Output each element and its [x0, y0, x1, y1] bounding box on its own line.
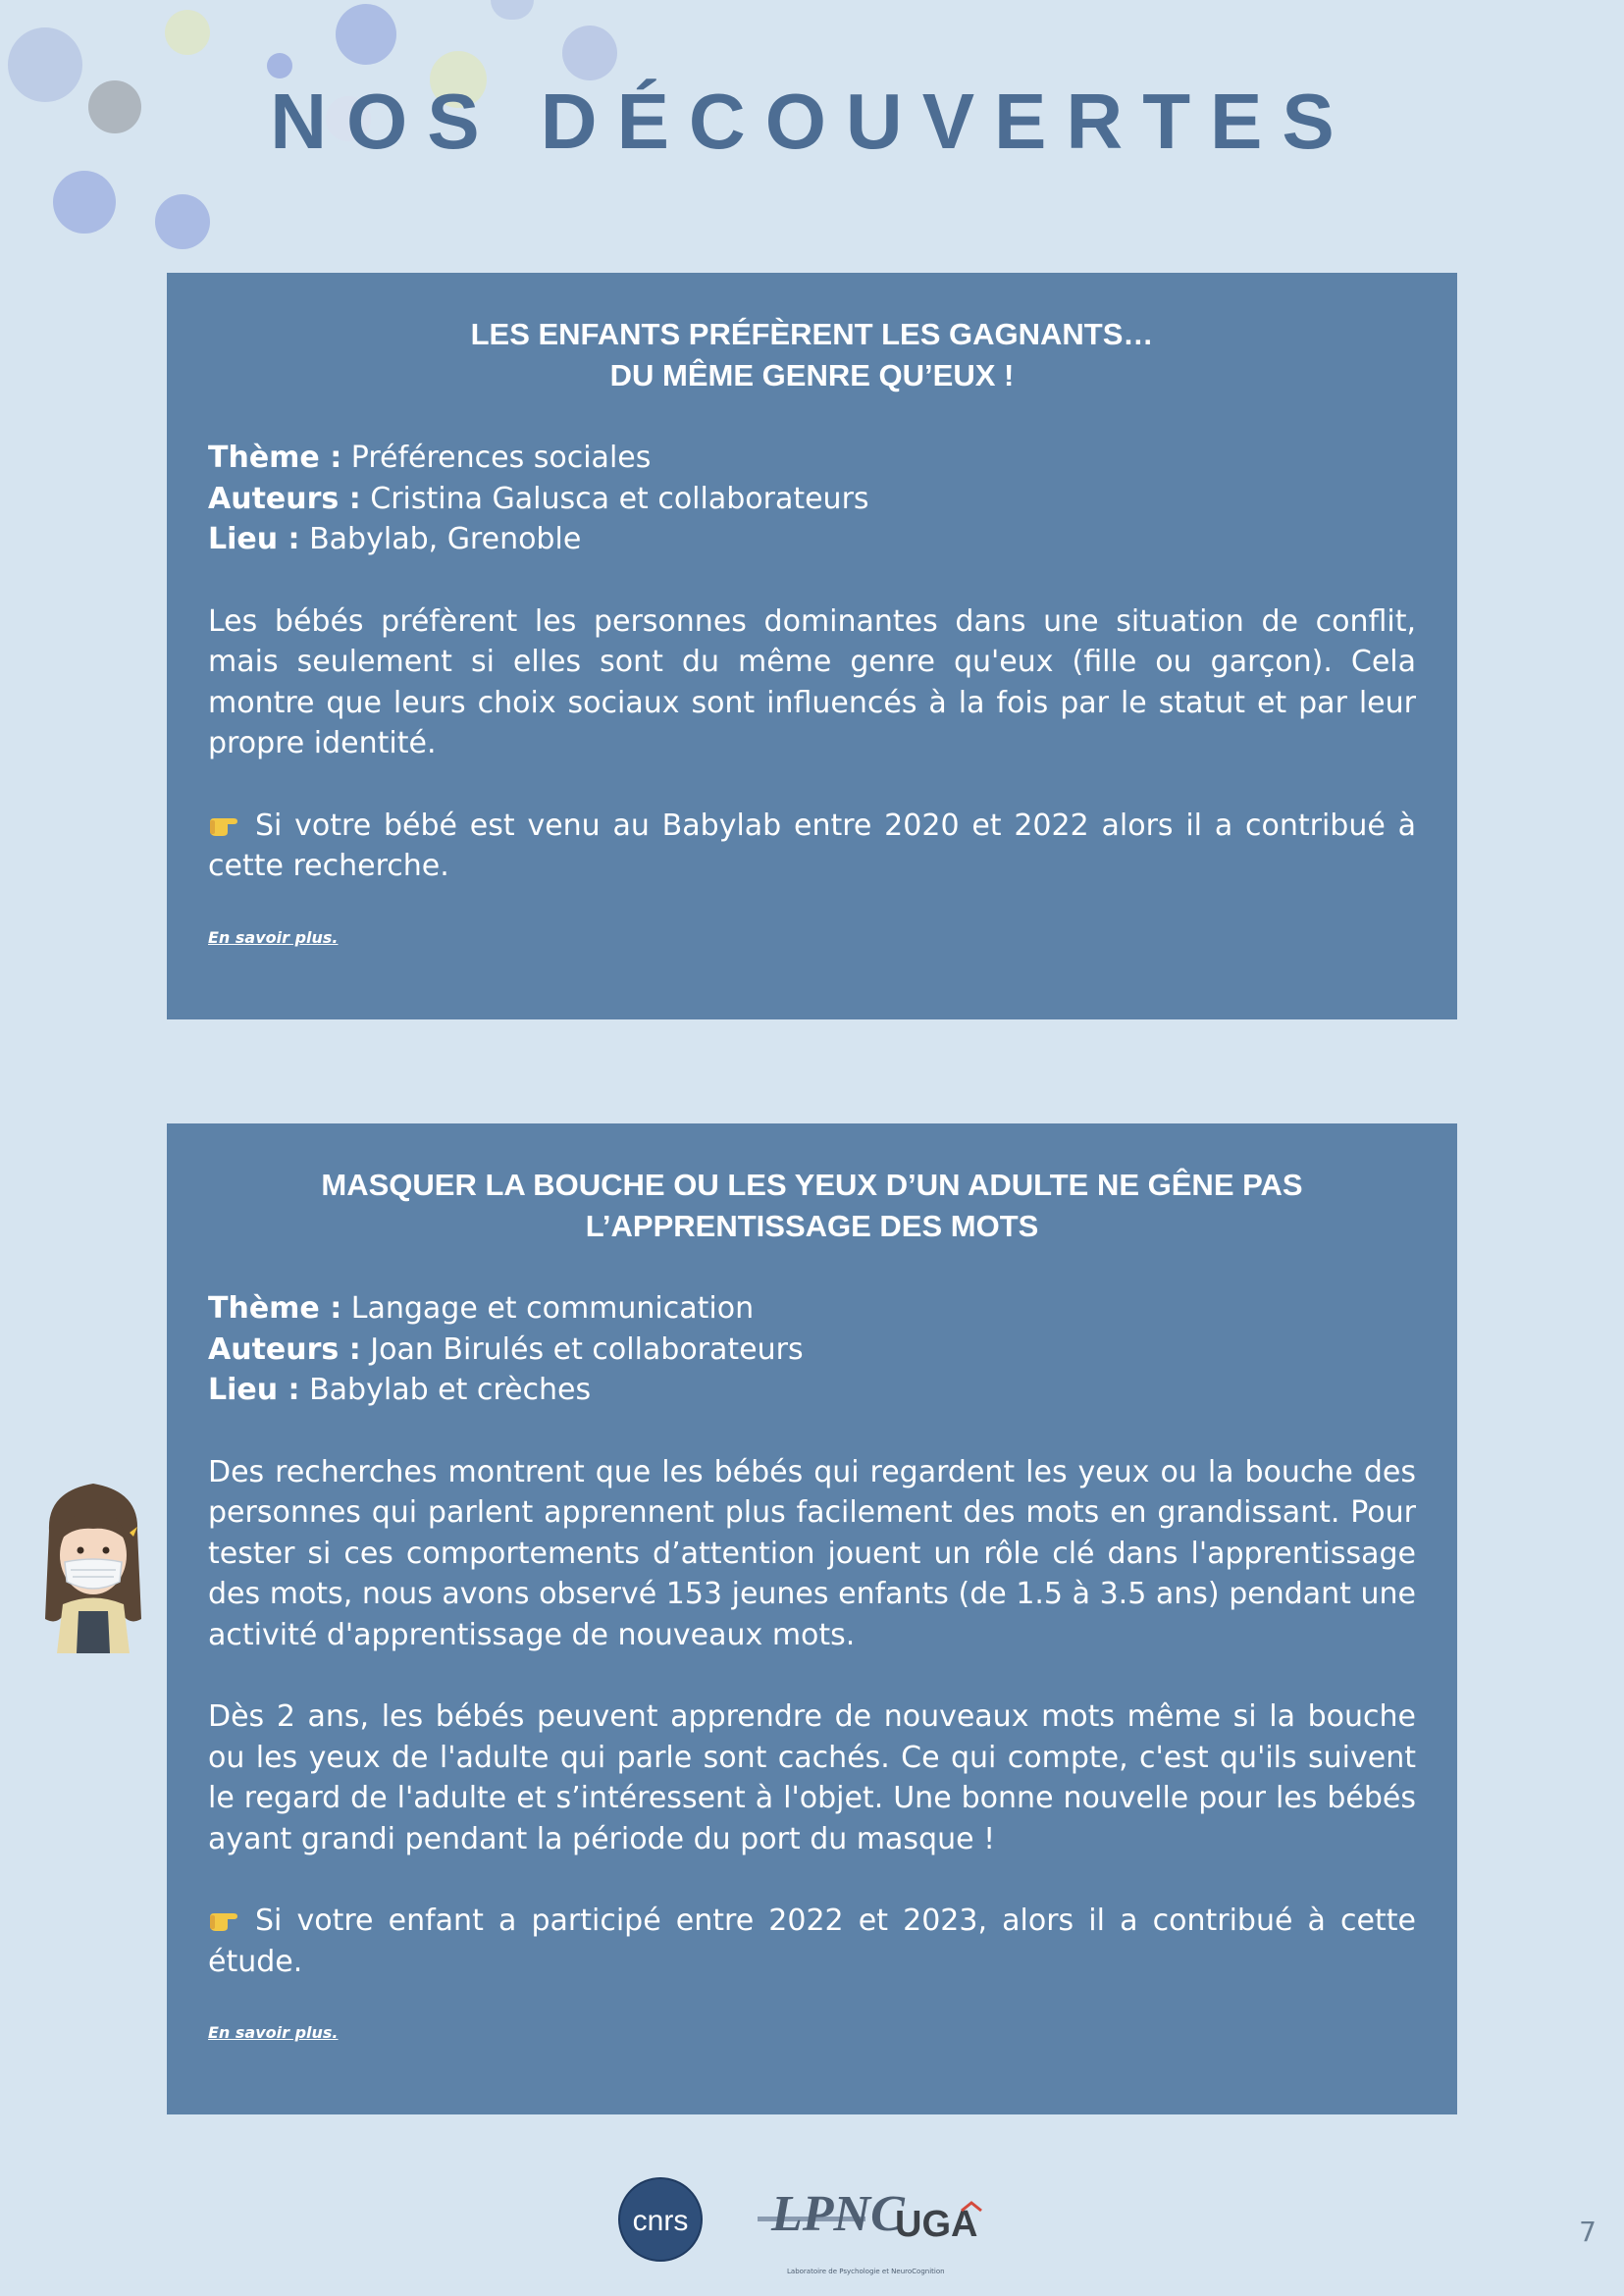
place-value: Babylab, Grenoble: [309, 522, 582, 556]
participation-text: Si votre enfant a participé entre 2022 et 2023, alors il a contribué à cette étude.: [208, 1904, 1416, 1979]
card-paragraph: Les bébés préfèrent les personnes dominantes dans une situation de conflit, mais seulement si elles sont du même genre qu'eux (fille ou garçon). Cela montre que leurs choix sociaux sont influencés à la fois par le statut et par leur propre identité.: [208, 603, 1416, 760]
card-meta: [208, 1288, 1416, 1411]
pointing-hand-icon: [208, 810, 243, 838]
participation-note: [208, 1901, 1416, 1982]
card-paragraph: Des recherches montrent que les bébés qui regardent les yeux ou la bouche des personnes qui parlent apprennent plus facilement des mots en grandissant. Pour tester si ces comportements d’attention jouent un rôle clé dans l'apprentissage des mots, nous avons observé 153 jeunes enfants (de 1.5 à 3.5 ans) pendant une activité d'apprentissage de nouveaux mots.: [208, 1454, 1416, 1652]
place-value: Babylab et crèches: [309, 1373, 592, 1407]
card-title: [208, 1165, 1416, 1247]
read-more-link[interactable]: En savoir plus.: [208, 2023, 339, 2042]
authors-value: Cristina Galusca et collaborateurs: [370, 481, 869, 516]
theme-label: Thème :: [208, 441, 342, 475]
lpnc-logo-caption: Laboratoire de Psychologie et NeuroCognition: [787, 2268, 945, 2275]
participation-text: Si votre bébé est venu au Babylab entre 2020 et 2022 alors il a contribué à cette recherche.: [208, 808, 1416, 883]
card-paragraph: Dès 2 ans, les bébés peuvent apprendre de nouveaux mots même si la bouche ou les yeux de l'adulte qui parle sont cachés. Ce qui compte, c'est qu'ils suivent le regard de l'adulte et s’intéressent à l'objet. Une bonne nouvelle pour les bébés ayant grandi pendant la période du port du masque !: [208, 1699, 1416, 1856]
pointing-hand-icon: [208, 1905, 243, 1933]
read-more-link[interactable]: En savoir plus.: [208, 927, 339, 947]
card-meta: [208, 438, 1416, 560]
card-title-line: DU MÊME GENRE QU’EUX !: [609, 358, 1015, 392]
discovery-card: [167, 1123, 1457, 2114]
discovery-card: [167, 273, 1457, 1019]
masked-child-illustration: [29, 1472, 157, 1653]
page-title: NOS DÉCOUVERTES: [270, 78, 1354, 165]
page-number: 7: [1579, 2216, 1597, 2248]
place-label: Lieu :: [208, 522, 300, 556]
uga-logo: [893, 2197, 1001, 2246]
card-title-line: MASQUER LA BOUCHE OU LES YEUX D’UN ADULTE NE GÊNE PAS: [321, 1168, 1303, 1202]
lpnc-logo-text: LPNC: [771, 2186, 905, 2242]
card-title-line: L’APPRENTISSAGE DES MOTS: [585, 1209, 1039, 1243]
authors-label: Auteurs :: [208, 481, 361, 516]
card-title: [208, 314, 1416, 396]
authors-label: Auteurs :: [208, 1331, 361, 1367]
theme-value: Langage et communication: [350, 1291, 755, 1326]
participation-note: [208, 806, 1416, 887]
theme-label: Thème :: [208, 1291, 342, 1326]
card-title-line: LES ENFANTS PRÉFÈRENT LES GAGNANTS…: [470, 317, 1154, 351]
place-label: Lieu :: [208, 1373, 300, 1407]
authors-value: Joan Birulés et collaborateurs: [370, 1331, 804, 1367]
cnrs-logo: [616, 2175, 705, 2264]
cnrs-logo-text: cnrs: [632, 2205, 689, 2237]
uga-logo-text: UGA: [895, 2204, 978, 2245]
footer-logos: [608, 2164, 1021, 2281]
theme-value: Préférences sociales: [350, 441, 652, 475]
